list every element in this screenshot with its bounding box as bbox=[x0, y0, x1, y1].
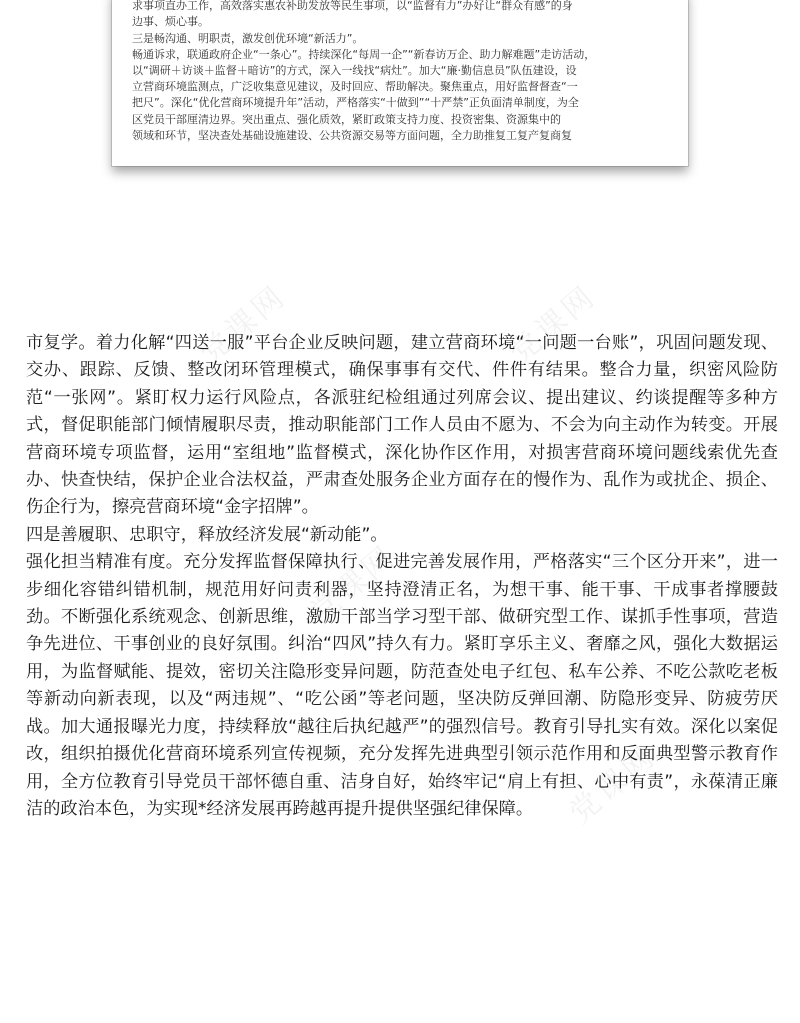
preview-line: 三是畅沟通、明职责，激发创优环境“新活力”。 bbox=[132, 31, 364, 45]
watermark: 党课网 bbox=[192, 278, 294, 371]
watermark: 党课网 bbox=[502, 278, 604, 371]
document-preview-card bbox=[112, 0, 688, 166]
watermark: 党课网 bbox=[302, 538, 404, 631]
preview-line: 以“调研＋访谈＋监督＋暗访”的方式，深入一线找“病灶”。加大“廉·勤信息员”队伍建设，设 bbox=[132, 64, 577, 78]
preview-line: 边事、烦心事。 bbox=[132, 15, 209, 29]
article-body bbox=[26, 330, 778, 823]
preview-line: 求事项直办工作，高效落实惠农补助发放等民生事项，以“监督有力”办好让“群众有感”的身 bbox=[132, 0, 573, 13]
section-heading: 四是善履职、忠职守，释放经济发展“新动能”。 bbox=[26, 524, 388, 545]
preview-line: 区党员干部厘清边界。突出重点、强化质效，紧盯政策支持力度、投资密集、资源集中的 bbox=[132, 112, 561, 126]
preview-line: 畅通诉求，联通政府企业“一条心”。持续深化“每周一企”“新春访万企、助力解难题”走访活动， bbox=[132, 47, 596, 61]
preview-area bbox=[0, 0, 800, 200]
watermark: 党课网 bbox=[562, 738, 664, 831]
preview-text bbox=[132, 0, 670, 144]
article-paragraph: 市复学。着力化解“四送一服”平台企业反映问题，建立营商环境“一问题一台账”，巩固问题发现、交办、跟踪、反馈、整改闭环管理模式，确保事事有交代、件件有结果。整合力量，织密风险防范“一张网”。紧盯权力运行风险点，各派驻纪检组通过列席会议、提出建议、约谈提醒等多种方式，督促职能部门倾情履职尽责，推动职能部门工作人员由不愿为、不会为向主动作为转变。开展营商环境专项监督，运用“室组地”监督模式，深化协作区作用，对损害营商环境问题线索优先查办、快查快结，保护企业合法权益，严肃查处服务企业方面存在的慢作为、乱作为或扰企、损企、伤企行为，擦亮营商环境“金字招牌”。 bbox=[26, 333, 778, 518]
preview-line: 把尺”。深化“优化营商环境提升年”活动，严格落实“十做到”“十严禁”正负面清单制度，为全 bbox=[132, 96, 579, 110]
preview-line: 立营商环境监测点，广泛收集意见建议，及时回应、帮助解决。聚焦重点，用好监督督查“一 bbox=[132, 80, 578, 94]
preview-line: 领域和环节，坚决查处基础设施建设、公共资源交易等方面问题，全力助推复工复产复商复 bbox=[132, 128, 572, 142]
article-paragraph: 强化担当精准有度。充分发挥监督保障执行、促进完善发展作用，严格落实“三个区分开来”，进一步细化容错纠错机制，规范用好问责利器，坚持澄清正名，为想干事、能干事、干成事者撑腰鼓劲。不断强化系统观念、创新思维，激励干部当学习型干部、做研究型工作、谋抓手性事项，营造争先进位、干事创业的良好氛围。纠治“四风”持久有力。紧盯享乐主义、奢靡之风，强化大数据运用，为监督赋能、提效，密切关注隐形变异问题，防范查处电子红包、私车公养、不吃公款吃老板等新动向新表现，以及“两违规”、“吃公函”等老问题，坚决防反弹回潮、防隐形变异、防疲劳厌战。加大通报曝光力度，持续释放“越往后执纪越严”的强烈信号。教育引导扎实有效。深化以案促改，组织拍摄优化营商环境系列宣传视频，充分发挥先进典型引领示范作用和反面典型警示教育作用，全方位教育引导党员干部怀德自重、洁身自好，始终牢记“肩上有担、心中有责”，永葆清正廉洁的政治本色，为实现*经济发展再跨越再提升提供坚强纪律保障。 bbox=[26, 552, 778, 819]
